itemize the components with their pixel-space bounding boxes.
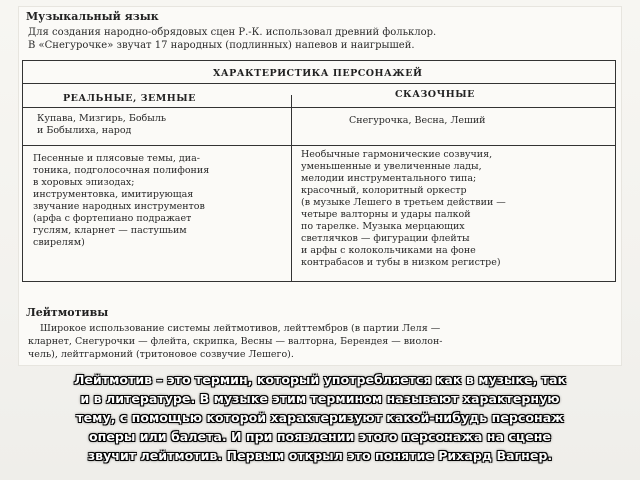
scanned-page	[18, 6, 622, 366]
fairy-music-cell: Необычные гармонические созвучия, уменьшенные и увеличенные лады, мелодии инструментального типа; красочный, колоритный оркестр (в музыке Лешего в третьем действии — четыре валторны и удары палкой по тарелке. Музыка мерцающих светлячков — фигурации флейты и арфы с колокольчиками на фоне контрабасов и тубы в низком регистре)	[301, 149, 506, 268]
fairy-characters-cell: Снегурочка, Весна, Леший	[349, 115, 486, 126]
table-divider	[23, 83, 615, 84]
table-divider	[23, 145, 615, 146]
column-header-fairy: СКАЗОЧНЫЕ	[395, 89, 475, 100]
intro-line-2: В «Снегурочке» звучат 17 народных (подлинных) напевов и наигрышей.	[28, 40, 415, 51]
table-title: ХАРАКТЕРИСТИКА ПЕРСОНАЖЕЙ	[213, 68, 423, 79]
leitmotif-definition-caption: Лейтмотив – это термин, который употребляется как в музыке, так и в литературе. В музыке этим термином называют характерную тему, с помощью которой характеризуют какой-нибудь персонаж оперы или балета. И при появлении этого персонажа на сцене звучит лейтмотив. Первым открыл это понятие Рихард Вагнер.	[73, 372, 567, 463]
table-column-divider	[291, 95, 292, 281]
characters-table	[22, 60, 616, 282]
real-music-cell: Песенные и плясовые темы, диа- тоника, подголосочная полифония в хоровых эпизодах; инструментовка, имитирующая звучание народных инструментов (арфа с фортепиано подражает гуслям, кларнет — пастушьим свирелям)	[33, 153, 210, 248]
intro-line-1: Для создания народно-обрядовых сцен Р.-К. использовал древний фольклор.	[28, 27, 437, 38]
real-characters-cell: Купава, Мизгирь, Бобыль и Бобылиха, народ	[37, 113, 167, 136]
leitmotifs-text: Широкое использование системы лейтмотивов, лейттембров (в партии Леля — кларнет, Снегурочки — флейта, скрипка, Весны — валторна, Берендея — виолон- чель), лейтгармоний (тритоновое созвучие Лешего).	[28, 323, 443, 360]
column-header-real: РЕАЛЬНЫЕ, ЗЕМНЫЕ	[63, 93, 196, 104]
table-divider	[23, 107, 615, 108]
leitmotifs-heading: Лейтмотивы	[26, 306, 109, 319]
music-heading: Музыкальный язык	[26, 10, 159, 23]
